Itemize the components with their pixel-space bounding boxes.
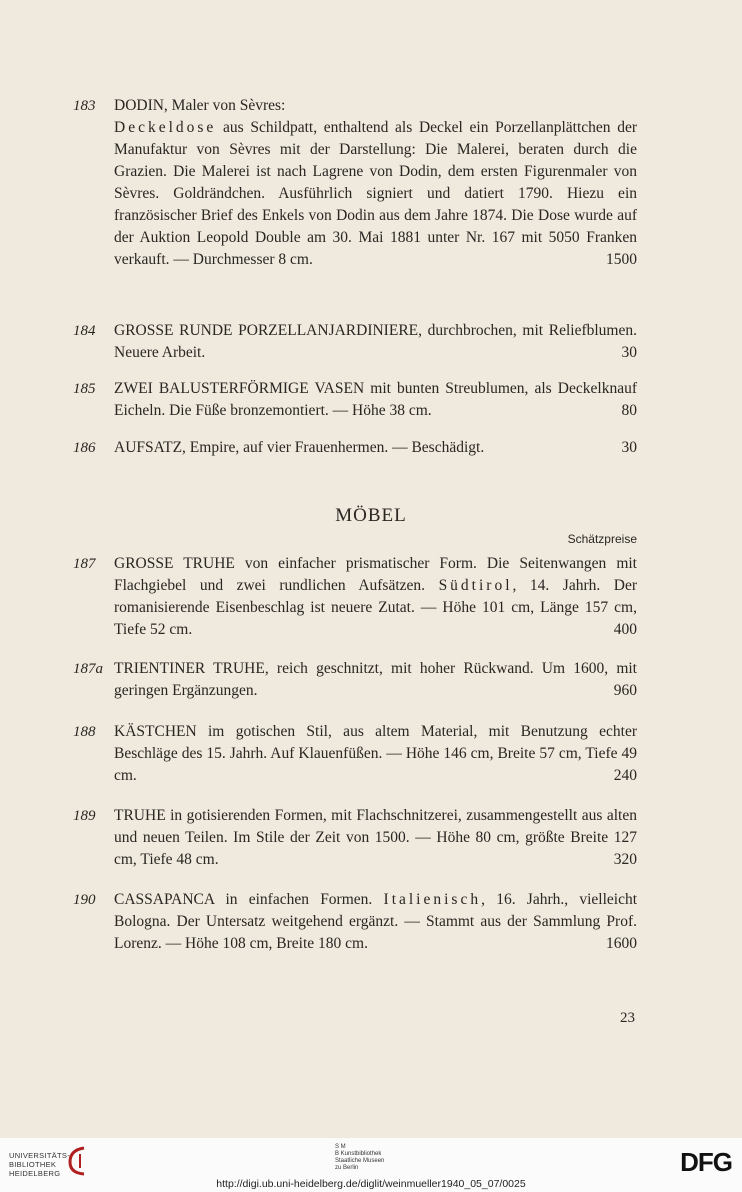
lot-description: CASSAPANCA in einfachen Formen.: [114, 891, 373, 908]
lot-number: 185: [73, 381, 96, 397]
lot-number: 188: [73, 724, 96, 740]
section-heading: MÖBEL: [335, 505, 407, 526]
lot-origin: Südtirol: [438, 577, 513, 594]
dfg-logo[interactable]: DFG: [680, 1147, 732, 1177]
lot-description: GROSSE TRUHE von einfacher prismatischer Form. Die Seitenwangen mit Flachgiebel und zwei rundlichen Aufsätzen.: [114, 555, 637, 594]
lot-description-cont: , 16. Jahrh., vielleicht Bologna. Der Untersatz weitgehend ergänzt. — Stammt aus der Sammlung Prof. Lorenz. — Höhe 108 cm, Breite 180 cm.: [114, 891, 638, 952]
lot-text: [114, 378, 637, 422]
lot-description-cont: , 14. Jahrh. Der romanisierende Eisenbeschlag ist neuere Zutat. — Höhe 101 cm, Länge 157 cm, Tiefe 52 cm.: [114, 577, 638, 638]
lot-price: 240: [613, 767, 637, 784]
lot-title: DODIN, Maler von Sèvres:: [114, 97, 286, 114]
university-name[interactable]: UNIVERSITÄTS- BIBLIOTHEK HEIDELBERG: [9, 1151, 70, 1178]
lot-description: TRIENTINER TRUHE, reich geschnitzt, mit hoher Rückwand. Um 1600, mit geringen Ergänzungen.: [114, 660, 637, 699]
lot-text: [114, 721, 637, 787]
lot-text: [114, 553, 637, 641]
source-url[interactable]: http://digi.ub.uni-heidelberg.de/diglit/weinmueller1940_05_07/0025: [216, 1178, 526, 1190]
lot-description: aus Schildpatt, enthaltend als Deckel ein Porzellanplättchen der Manufaktur von Sèvres mit der Darstellung: Die Malerei, beraten durch die Grazien. Die Malerei ist nach Lagrene von Dodin, dem ersten Figurenmaler von Sèvres. Goldrändchen. Ausführlich signiert und datiert 1790. Hiezu ein französischer Brief des Enkels von Dodin aus dem Jahre 1874. Die Dose wurde auf der Auktion Leopold Double am 30. Mai 1881 unter Nr. 167 mit 5050 Franken verkauft. — Durchmesser 8 cm.: [114, 119, 637, 268]
university-logo-icon[interactable]: [66, 1146, 88, 1176]
lot-number: 190: [73, 892, 96, 908]
lot-description: GROSSE RUNDE PORZELLANJARDINIERE, durchbrochen, mit Reliefblumen. Neuere Arbeit.: [114, 322, 637, 361]
digitization-footer: [0, 1138, 742, 1192]
lot-price: 400: [613, 621, 637, 638]
lot-number: 186: [73, 440, 96, 456]
lot-description: ZWEI BALUSTERFÖRMIGE VASEN mit bunten Streublumen, als Deckelknauf Eicheln. Die Füße bronzemontiert. — Höhe 38 cm.: [114, 380, 637, 419]
lot-price: 1600: [606, 935, 637, 952]
lot-number: 187: [73, 556, 96, 572]
lot-number: 184: [73, 323, 96, 339]
page-number: 23: [620, 1010, 635, 1026]
lot-text: [114, 437, 637, 459]
lot-price: 960: [613, 682, 637, 699]
lot-description: KÄSTCHEN im gotischen Stil, aus altem Material, mit Benutzung echter Beschläge des 15. Jahrh. Auf Klauenfüßen. — Höhe 146 cm, Breite 57 cm, Tiefe 49 cm.: [114, 723, 637, 784]
lot-price: 80: [621, 402, 637, 419]
lot-price: 1500: [606, 251, 637, 268]
lot-price: 320: [613, 851, 637, 868]
lot-price: 30: [621, 344, 637, 361]
smb-library-logo[interactable]: S M B Kunstbibliothek Staatliche Museen zu Berlin: [335, 1144, 385, 1171]
lot-description: TRUHE in gotisierenden Formen, mit Flachschnitzerei, zusammengestellt aus alten und neuen Teilen. Im Stile der Zeit von 1500. — Höhe 80 cm, größte Breite 127 cm, Tiefe 48 cm.: [114, 807, 637, 868]
estimate-label: Schätzpreise: [567, 532, 637, 546]
lot-number: 183: [73, 98, 96, 114]
lot-text: [114, 320, 637, 364]
lot-number: 187a: [73, 661, 103, 677]
lot-text: [114, 658, 637, 702]
lot-number: 189: [73, 808, 96, 824]
lot-text: [114, 95, 637, 271]
lot-keyword: Deckeldose: [114, 119, 217, 136]
lot-description: AUFSATZ, Empire, auf vier Frauenhermen. — Beschädigt.: [114, 439, 485, 456]
lot-text: [114, 889, 637, 955]
lot-origin: Italienisch: [383, 891, 482, 908]
lot-price: 30: [621, 439, 637, 456]
lot-text: [114, 805, 637, 871]
